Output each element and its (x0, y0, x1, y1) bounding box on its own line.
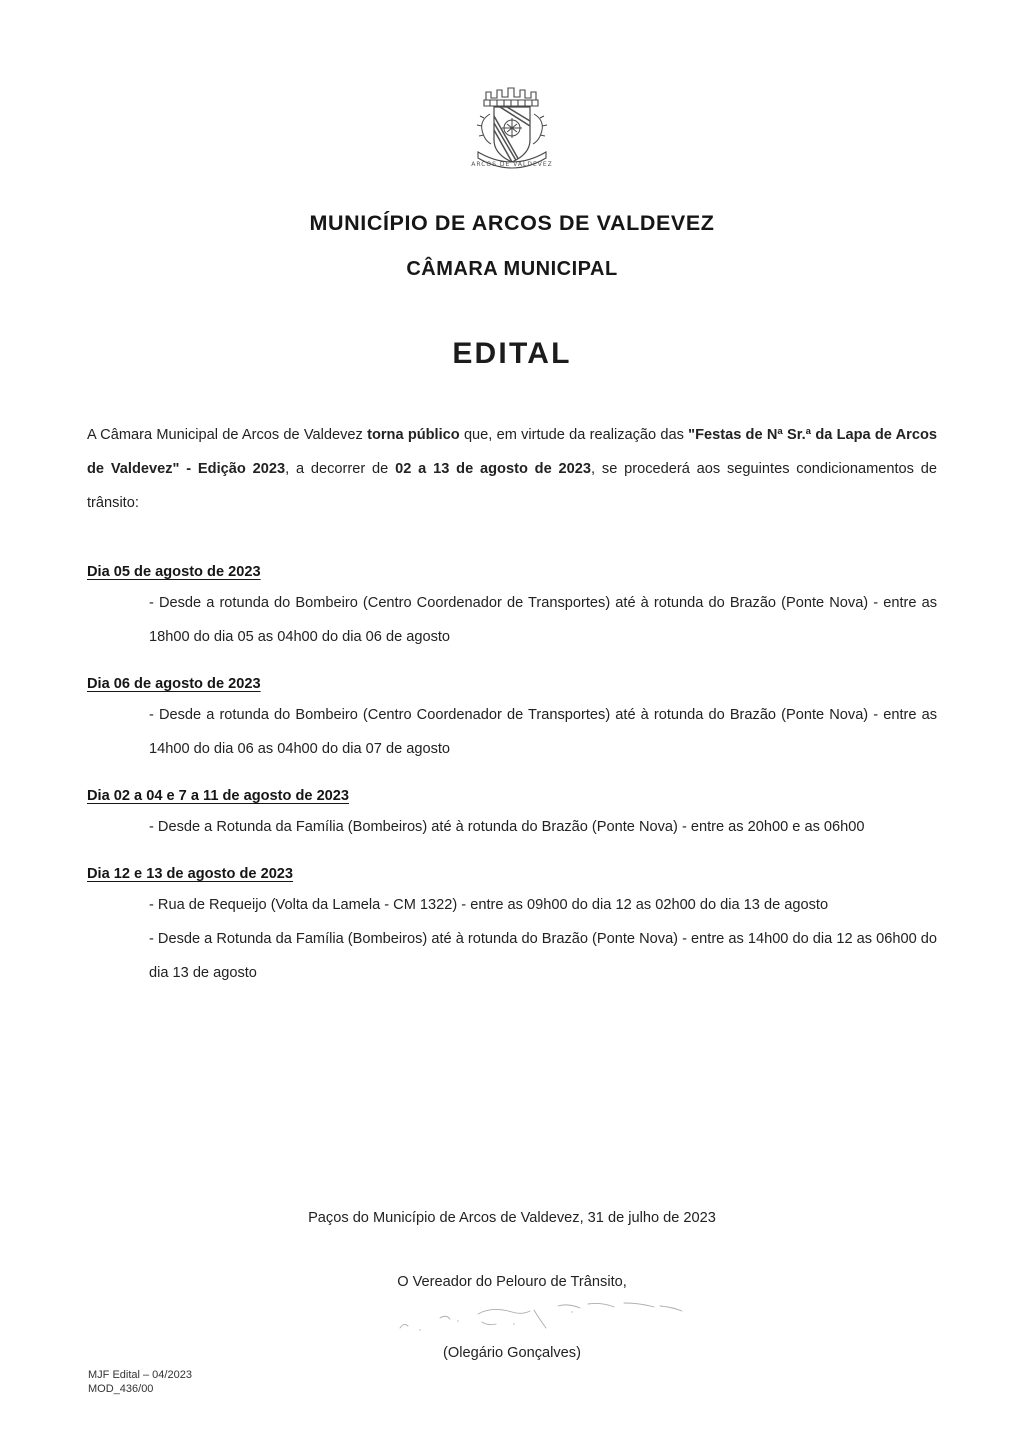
day-heading: Dia 02 a 04 e 7 a 11 de agosto de 2023 (87, 788, 350, 805)
intro-paragraph (87, 418, 937, 520)
signatory-name: (Olegário Gonçalves) (443, 1345, 581, 1361)
list-item: - Desde a rotunda do Bombeiro (Centro Coordenador de Transportes) até à rotunda do Brazão (Ponte Nova) - entre as 18h00 do dia 05 as 04h00 do dia 06 de agosto (149, 595, 937, 646)
intro-bold-1: torna público (367, 426, 460, 443)
document-body (87, 403, 937, 990)
signatory-role: O Vereador do Pelouro de Trânsito, (397, 1274, 627, 1290)
municipal-coat-of-arms-icon (460, 74, 564, 182)
day-section (87, 676, 937, 766)
intro-bold-3: 02 a 13 de agosto de 2023 (395, 460, 592, 477)
footer-ref-line: MJF Edital – 04/2023 (88, 1369, 192, 1381)
intro-bold-2: "Festas de Nª Sr.ª da Lapa de Arcos de Valdevez" - Edição 2023 (87, 426, 937, 477)
day-item-list (87, 888, 937, 990)
day-heading: Dia 06 de agosto de 2023 (87, 676, 261, 693)
crest-container (0, 74, 1024, 182)
day-section (87, 564, 937, 654)
intro-part-1: A Câmara Municipal de Arcos de Valdevez (87, 426, 368, 443)
list-item: - Desde a rotunda do Bombeiro (Centro Coordenador de Transportes) até à rotunda do Brazão (Ponte Nova) - entre as 14h00 do dia 06 as 04h00 do dia 07 de agosto (149, 707, 937, 758)
list-item: - Rua de Requeijo (Volta da Lamela - CM 1322) - entre as 09h00 do dia 12 as 02h00 do dia 13 de agosto (149, 897, 829, 914)
footer-references (88, 1368, 192, 1396)
closing-line: Paços do Município de Arcos de Valdevez, 31 de julho de 2023 (308, 1210, 716, 1226)
intro-part-4: , se procederá aos seguintes condicionamentos de trânsito: (87, 460, 937, 511)
day-item-list (87, 586, 937, 654)
organization-title: MUNICÍPIO DE ARCOS DE VALDEVEZ (309, 211, 715, 235)
day-item-list (87, 810, 937, 844)
svg-text:ARCOS DE VALDEVEZ: ARCOS DE VALDEVEZ (471, 161, 553, 168)
day-heading: Dia 12 e 13 de agosto de 2023 (87, 866, 294, 883)
day-heading: Dia 05 de agosto de 2023 (87, 564, 261, 581)
document-title: EDITAL (452, 337, 572, 370)
day-section (87, 788, 937, 844)
intro-part-2: que, em virtude da realização das (459, 426, 689, 443)
intro-part-3: , a decorrer de (285, 460, 396, 477)
footer-ref-line: MOD_436/00 (88, 1383, 154, 1395)
list-item: - Desde a Rotunda da Família (Bombeiros) até à rotunda do Brazão (Ponte Nova) - entre as 20h00 e as 06h00 (149, 819, 865, 836)
organization-subtitle: CÂMARA MUNICIPAL (406, 258, 618, 280)
day-item-list (87, 698, 937, 766)
list-item: - Desde a Rotunda da Família (Bombeiros) até à rotunda do Brazão (Ponte Nova) - entre as 14h00 do dia 12 as 06h00 do dia 13 de agosto (149, 931, 937, 982)
day-section (87, 866, 937, 990)
